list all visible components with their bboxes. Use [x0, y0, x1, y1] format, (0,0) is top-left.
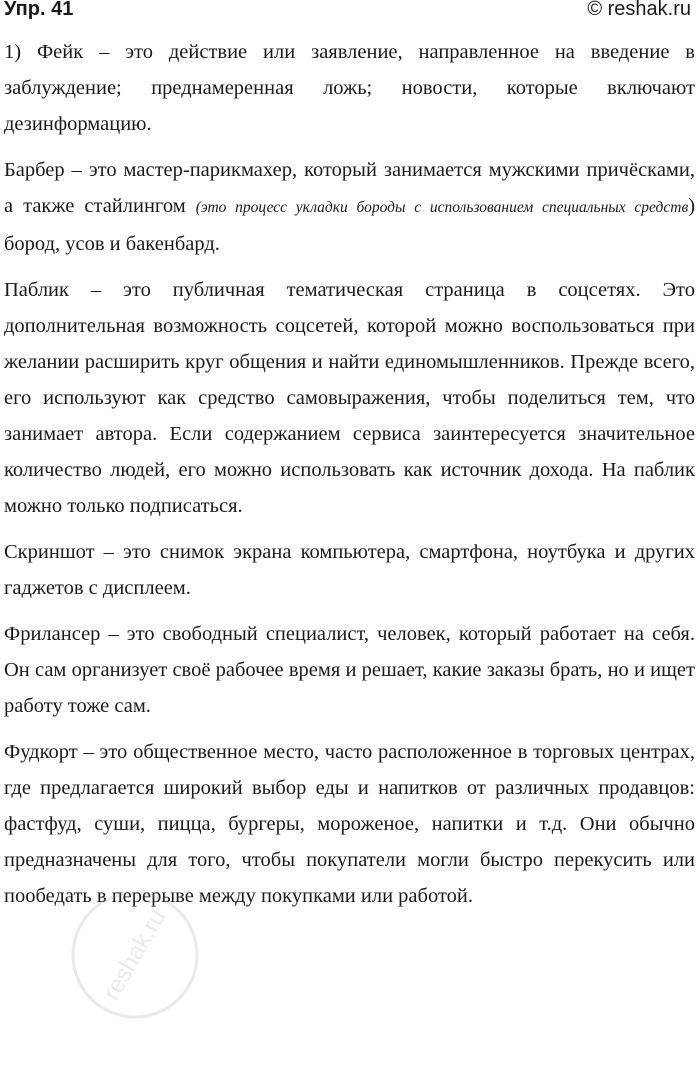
- paragraph-freelancer: Фрилансер – это свободный специалист, человек, который работает на себя. Он сам организует своё рабочее время и решает, какие заказы брать, но и ищет работу тоже сам.: [4, 623, 695, 717]
- paragraph-public: Паблик – это публичная тематическая страница в соцсетях. Это дополнительная возможность соцсетей, которой можно воспользоваться при желании расширить круг общения и найти единомышленников. Прежде всего, его используют как средство самовыражения, чтобы поделиться тем, что занимает автора. Если содержанием сервиса заинтересуется значительное количество людей, его можно использовать как источник дохода. На паблик можно только подписаться.: [4, 279, 695, 517]
- barber-text-end: ) бород, усов и бакенбард.: [4, 195, 696, 255]
- header: [4, 0, 695, 34]
- exercise-content: [4, 34, 695, 914]
- paragraph-fake: 1) Фейк – это действие или заявление, направленное на введение в заблуждение; преднамеренная ложь; новости, которые включают дезинформацию.: [4, 41, 695, 135]
- paragraph-barber: [4, 152, 695, 262]
- exercise-title: Упр. 41: [4, 0, 74, 20]
- source-label: © reshak.ru: [587, 0, 691, 20]
- paragraph-foodcourt: Фудкорт – это общественное место, часто расположенное в торговых центрах, где предлагается широкий выбор еды и напитков от различных продавцов: фастфуд, суши, пицца, бургеры, мороженое, напитки и т.д. Они обычно предназначены для того, чтобы покупатели могли быстро перекусить или пообедать в перерыве между покупками или работой.: [4, 741, 695, 907]
- barber-text-start: Барбер – это мастер-парикмахер, который занимается мужскими причёсками, а также стайлингом: [4, 159, 695, 217]
- paragraph-screenshot: Скриншот – это снимок экрана компьютера, смартфона, ноутбука и других гаджетов с дисплеем.: [4, 541, 695, 599]
- barber-note: (это процесс укладки бороды с использованием специальных средств: [195, 199, 689, 216]
- watermark-text: reshak.ru: [97, 904, 172, 1005]
